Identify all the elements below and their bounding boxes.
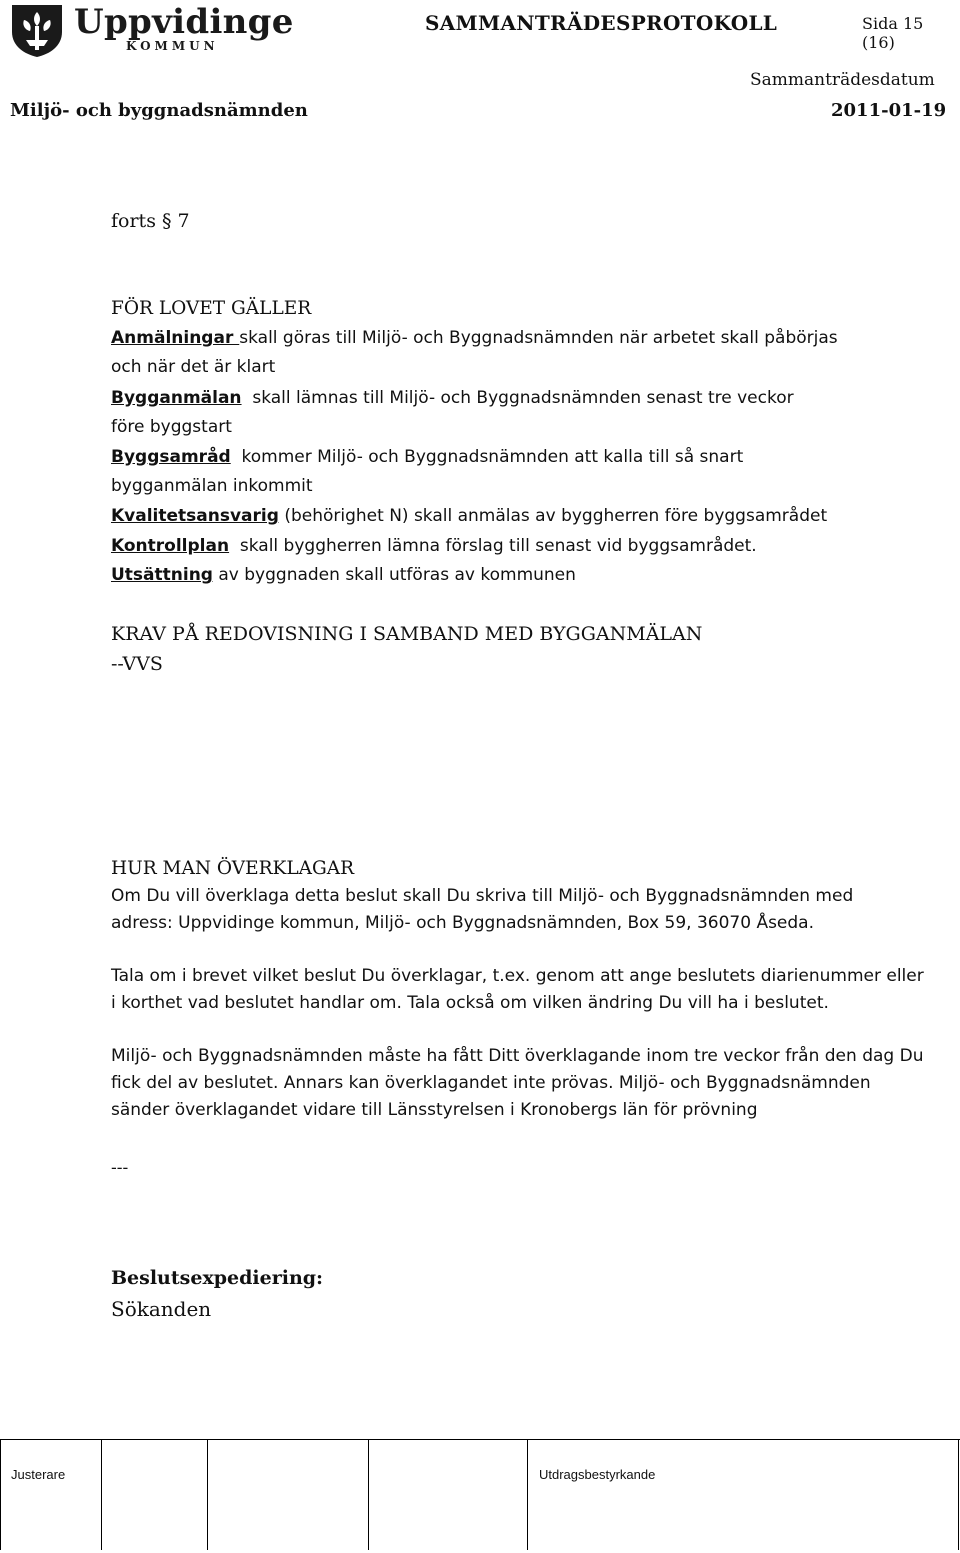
section-continuation: forts § 7	[111, 210, 190, 232]
municipality-logo	[8, 2, 294, 58]
anmalningar-cont: och när det är klart	[111, 357, 276, 377]
appeal-p3-line2: fick del av beslutet. Annars kan överklagandet inte prövas. Miljö- och Byggnadsnämnden	[111, 1073, 871, 1093]
appeal-p3-line1: Miljö- och Byggnadsnämnden måste ha fått Ditt överklagande inom tre veckor från den dag Du	[111, 1046, 924, 1066]
document-title: SAMMANTRÄDESPROTOKOLL	[425, 11, 778, 35]
certification-label: Utdragsbestyrkande	[539, 1467, 656, 1482]
requirements-heading: KRAV PÅ REDOVISNING I SAMBAND MED BYGGANMÄLAN	[111, 623, 703, 645]
committee-name: Miljö- och byggnadsnämnden	[10, 100, 308, 121]
bygganmalan-line	[111, 388, 794, 408]
appeal-heading: HUR MAN ÖVERKLAGAR	[111, 858, 355, 879]
appeal-p3-line3: sänder överklagandet vidare till Länsstyrelsen i Kronobergs län för prövning	[111, 1100, 758, 1120]
anmalningar-line	[111, 328, 838, 348]
footer-divider	[0, 1440, 1, 1550]
kontroll-line	[111, 536, 757, 556]
kvalitet-line	[111, 506, 827, 526]
bygganmalan-text: skall lämnas till Miljö- och Byggnadsnämnden senast tre veckor	[241, 388, 794, 408]
footer-divider	[101, 1440, 102, 1550]
footer-divider	[527, 1440, 528, 1550]
appeal-p2-line2: i korthet vad beslutet handlar om. Tala också om vilken ändring Du vill ha i beslutet.	[111, 993, 829, 1013]
adjuster-label: Justerare	[11, 1467, 66, 1482]
permit-heading: FÖR LOVET GÄLLER	[111, 298, 312, 319]
byggsamrad-cont: bygganmälan inkommit	[111, 476, 313, 496]
vvs-item: --VVS	[111, 653, 163, 675]
byggsamrad-text: kommer Miljö- och Byggnadsnämnden att kalla till så snart	[230, 447, 744, 467]
bygganmalan-cont: före byggstart	[111, 417, 232, 437]
kvalitet-text: (behörighet N) skall anmälas av byggherren före byggsamrådet	[278, 506, 828, 526]
byggsamrad-term: Byggsamråd	[111, 447, 231, 467]
meeting-date-label: Sammanträdesdatum	[750, 70, 935, 90]
footer-divider	[958, 1440, 959, 1550]
meeting-date: 2011-01-19	[831, 100, 947, 121]
utsattning-term: Utsättning	[111, 565, 213, 585]
dispatch-recipient: Sökanden	[111, 1297, 212, 1321]
appeal-p2-line1: Tala om i brevet vilket beslut Du överklagar, t.ex. genom att ange beslutets diarienummer eller	[111, 966, 924, 986]
kontroll-term: Kontrollplan	[111, 536, 230, 556]
footer-divider	[207, 1440, 208, 1550]
page-number: Sida 15 (16)	[862, 14, 924, 52]
coat-of-arms-icon	[8, 2, 66, 58]
footer-divider	[368, 1440, 369, 1550]
anmalningar-term: Anmälningar	[111, 328, 240, 348]
appeal-p1-line2: adress: Uppvidinge kommun, Miljö- och Byggnadsnämnden, Box 59, 36070 Åseda.	[111, 913, 815, 933]
bygganmalan-term: Bygganmälan	[111, 388, 242, 408]
dispatch-label: Beslutsexpediering:	[111, 1267, 324, 1289]
byggsamrad-line	[111, 447, 743, 467]
appeal-p1-line1: Om Du vill överklaga detta beslut skall Du skriva till Miljö- och Byggnadsnämnden med	[111, 886, 854, 906]
kvalitet-term: Kvalitetsansvarig	[111, 506, 279, 526]
logo-wordmark: Uppvidinge	[74, 2, 294, 42]
logo-subtitle: KOMMUN	[126, 39, 219, 53]
anmalningar-text: skall göras till Miljö- och Byggnadsnämnden när arbetet skall påbörjas	[239, 328, 838, 348]
utsattning-text: av byggnaden skall utföras av kommunen	[212, 565, 576, 585]
kontroll-text: skall byggherren lämna förslag till senast vid byggsamrådet.	[229, 536, 757, 556]
footer-rule	[0, 1439, 960, 1440]
utsattning-line	[111, 565, 576, 585]
separator-text: ---	[111, 1158, 129, 1178]
